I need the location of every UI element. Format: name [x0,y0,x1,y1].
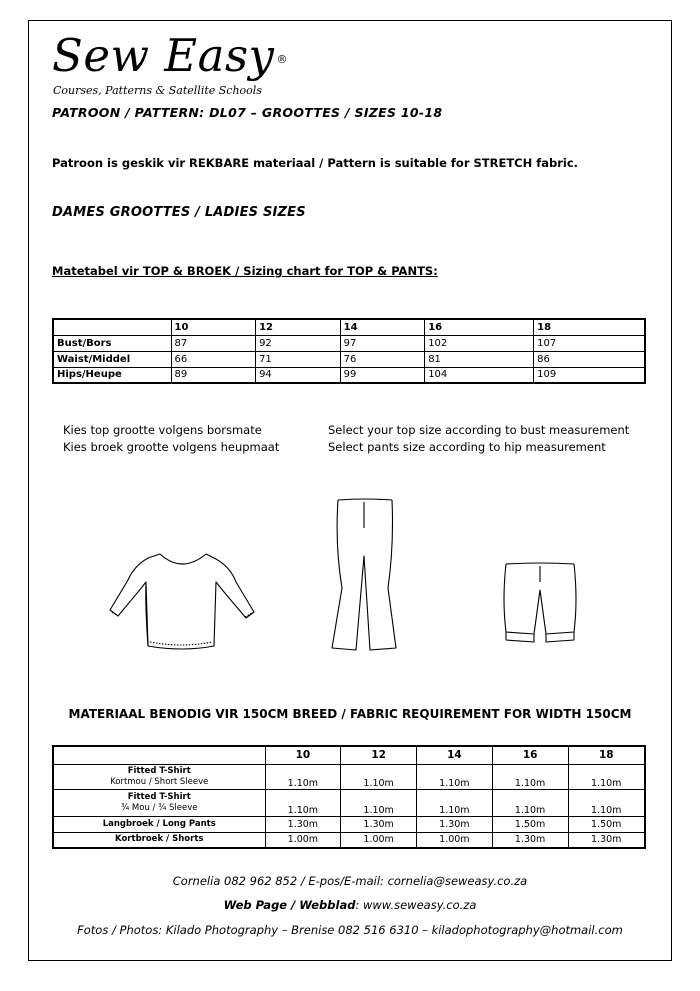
contact-web [0,898,700,912]
table-cell: 107 [534,335,645,351]
table-cell: 71 [256,351,341,367]
size-header: 12 [256,319,341,335]
row-label: Hips/Heupe [53,367,171,383]
table-cell: 87 [171,335,256,351]
table-cell: 1.10m [568,789,645,816]
table-cell: 1.00m [265,832,341,848]
garment-label [53,789,265,816]
table-corner-cell [53,319,171,335]
garment-subtitle: ¾ Mou / ¾ Sleeve [120,802,198,813]
garment-label [53,816,265,832]
instruction-pants-en: Select pants size according to hip measurement [328,440,606,454]
row-label: Bust/Bors [53,335,171,351]
instructions-afrikaans [63,422,279,456]
sizing-chart-table [52,318,646,384]
contact-phone-email: Cornelia 082 962 852 / E-pos/E-mail: cornelia@seweasy.co.za [172,874,528,888]
size-header: 18 [568,746,645,764]
stretch-note: Patroon is geskik vir REKBARE materiaal / Pattern is suitable for STRETCH fabric. [52,156,579,170]
table-cell: 76 [340,351,425,367]
brand-tagline: Courses, Patterns & Satellite Schools [53,84,262,97]
pattern-title: PATROON / PATTERN: DL07 – GROOTTES / SIZES 10-18 [52,105,443,120]
table-cell: 1.30m [265,816,341,832]
table-row [53,351,645,367]
size-header: 14 [340,319,425,335]
table-cell: 102 [425,335,534,351]
instruction-top-af: Kies top grootte volgens borsmate [63,423,262,437]
table-cell: 1.50m [492,816,568,832]
sizes-heading: DAMES GROOTTES / LADIES SIZES [52,205,306,220]
shorts-illustration [500,560,580,646]
size-header: 18 [534,319,645,335]
instruction-top-en: Select your top size according to bust measurement [328,423,630,437]
table-row [53,816,645,832]
table-cell: 1.10m [341,764,417,789]
table-header-row [53,319,645,335]
garment-title: Fitted T-Shirt [127,791,191,802]
table-cell: 1.10m [568,764,645,789]
size-header: 10 [265,746,341,764]
garment-title: Langbroek / Long Pants [102,818,216,829]
table-cell: 109 [534,367,645,383]
table-cell: 1.00m [417,832,493,848]
table-cell: 99 [340,367,425,383]
size-header: 16 [425,319,534,335]
garment-title: Kortbroek / Shorts [115,834,204,845]
table-cell: 66 [171,351,256,367]
table-cell: 1.10m [265,789,341,816]
table-header-row [53,746,645,764]
garment-label [53,832,265,848]
web-url[interactable]: : www.seweasy.co.za [355,898,477,912]
table-cell: 81 [425,351,534,367]
tshirt-illustration [108,544,258,654]
web-label: Web Page / Webblad [223,898,356,912]
garment-label [53,764,265,789]
table-cell: 1.10m [341,789,417,816]
garment-title: Fitted T-Shirt [127,765,191,776]
table-cell: 1.00m [341,832,417,848]
table-row [53,367,645,383]
table-cell: 1.10m [417,764,493,789]
sizing-chart-heading: Matetabel vir TOP & BROEK / Sizing chart for TOP & PANTS: [52,264,438,278]
instructions-english [328,422,629,456]
table-cell: 104 [425,367,534,383]
brand-logo: Sew Easy ® [52,29,288,82]
table-cell: 1.10m [417,789,493,816]
table-cell: 1.30m [492,832,568,848]
size-header: 10 [171,319,256,335]
table-row [53,764,645,789]
fabric-requirement-table [52,745,646,849]
garment-subtitle: Kortmou / Short Sleeve [110,776,209,787]
table-cell: 94 [256,367,341,383]
table-cell: 1.10m [492,764,568,789]
table-cell: 1.30m [417,816,493,832]
table-cell: 1.30m [568,832,645,848]
table-cell: 86 [534,351,645,367]
fabric-heading: MATERIAAL BENODIG VIR 150CM BREED / FABRIC REQUIREMENT FOR WIDTH 150CM [68,707,632,721]
table-cell: 97 [340,335,425,351]
size-header: 14 [417,746,493,764]
table-row [53,789,645,816]
table-cell: 1.10m [492,789,568,816]
contact-photos: Fotos / Photos: Kilado Photography – Brenise 082 516 6310 – kiladophotography@hotmail.com [77,923,623,937]
table-cell: 92 [256,335,341,351]
row-label: Waist/Middel [53,351,171,367]
size-header: 12 [341,746,417,764]
long-pants-illustration [326,496,402,654]
table-cell: 1.30m [341,816,417,832]
instruction-pants-af: Kies broek grootte volgens heupmaat [63,440,280,454]
table-row [53,335,645,351]
table-corner-cell [53,746,265,764]
table-row [53,832,645,848]
table-cell: 89 [171,367,256,383]
size-header: 16 [492,746,568,764]
table-cell: 1.50m [568,816,645,832]
table-cell: 1.10m [265,764,341,789]
